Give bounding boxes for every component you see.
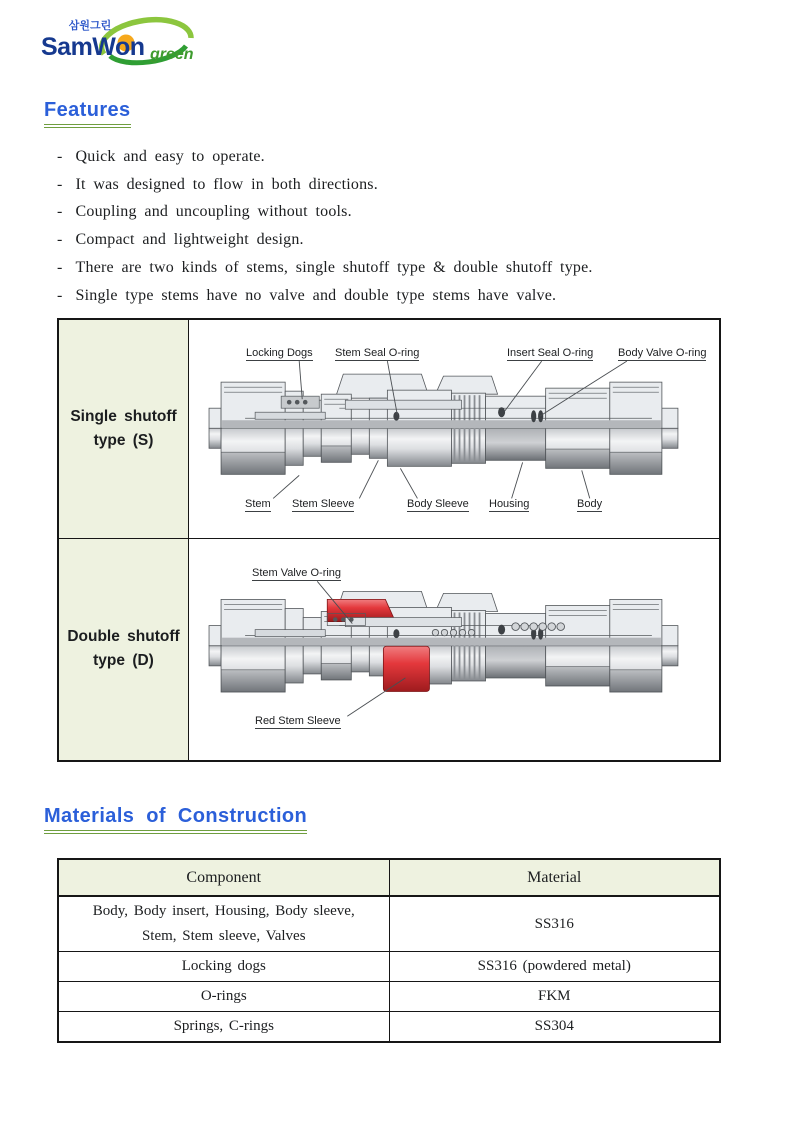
logo-green-text: green xyxy=(150,46,194,63)
feature-item xyxy=(57,143,757,171)
feature-text: Coupling and uncoupling without tools. xyxy=(75,203,352,221)
feature-text: Single type stems have no valve and double type stems have valve. xyxy=(75,286,557,304)
feature-item xyxy=(57,282,757,310)
bullet-dash: - xyxy=(57,286,63,304)
single-shutoff-diagram xyxy=(189,320,719,538)
table-row xyxy=(58,952,720,982)
feature-item xyxy=(57,254,757,282)
bullet-dash: - xyxy=(57,148,63,165)
label-locking-dogs: Locking Dogs xyxy=(246,347,313,359)
diagram-row-double xyxy=(59,539,719,761)
type-cell-double xyxy=(59,539,189,761)
features-heading: Features xyxy=(44,99,131,128)
label-body-valve-oring: Body Valve O-ring xyxy=(618,347,707,359)
materials-table xyxy=(57,858,721,1043)
cell-material: SS316 (powdered metal) xyxy=(389,952,720,982)
cell-component: O-rings xyxy=(58,982,389,1012)
table-row xyxy=(58,1012,720,1042)
bullet-dash: - xyxy=(57,203,63,221)
table-header-material: Material xyxy=(389,859,720,896)
table-row xyxy=(58,896,720,952)
type-label-line: type (S) xyxy=(93,431,154,449)
diagram-row-single xyxy=(59,320,719,539)
table-header-component: Component xyxy=(58,859,389,896)
table-row xyxy=(58,982,720,1012)
bullet-dash: - xyxy=(57,258,63,276)
feature-text: It was designed to flow in both directions. xyxy=(75,175,378,193)
type-label-line: Double shutoff xyxy=(67,628,180,646)
company-logo xyxy=(40,12,196,72)
materials-heading: Materials of Construction xyxy=(44,805,307,834)
cell-material: FKM xyxy=(389,982,720,1012)
double-shutoff-diagram xyxy=(189,539,719,761)
feature-text: There are two kinds of stems, single shutoff type & double shutoff type. xyxy=(75,258,593,276)
cell-material: SS316 xyxy=(389,896,720,952)
cell-component: Body, Body insert, Housing, Body sleeve, Stem, Stem sleeve, Valves xyxy=(58,896,389,952)
type-label-line: Single shutoff xyxy=(70,407,177,425)
label-stem-sleeve: Stem Sleeve xyxy=(292,498,355,510)
label-body-sleeve: Body Sleeve xyxy=(407,498,469,510)
label-red-stem-sleeve: Red Stem Sleeve xyxy=(255,714,341,727)
logo-name-text: SamWon xyxy=(41,33,145,61)
feature-item xyxy=(57,198,757,226)
feature-text: Quick and easy to operate. xyxy=(75,148,265,165)
feature-item xyxy=(57,226,757,254)
diagram-table xyxy=(57,318,721,762)
bullet-dash: - xyxy=(57,231,63,249)
label-stem-valve-oring: Stem Valve O-ring xyxy=(252,566,342,579)
cell-component: Locking dogs xyxy=(58,952,389,982)
label-housing: Housing xyxy=(489,498,530,510)
cell-component: Springs, C-rings xyxy=(58,1012,389,1042)
label-stem-seal-oring: Stem Seal O-ring xyxy=(335,347,420,359)
label-body: Body xyxy=(577,498,603,510)
feature-item xyxy=(57,171,757,199)
bullet-dash: - xyxy=(57,175,63,193)
logo-korean-text: 삼원그린 xyxy=(68,20,112,32)
type-cell-single xyxy=(59,320,189,538)
feature-text: Compact and lightweight design. xyxy=(75,231,304,249)
cell-material: SS304 xyxy=(389,1012,720,1042)
type-label-line: type (D) xyxy=(93,652,154,670)
features-list xyxy=(57,143,757,309)
label-stem: Stem xyxy=(245,498,271,510)
label-insert-seal-oring: Insert Seal O-ring xyxy=(507,347,594,359)
table-header-row xyxy=(58,859,720,896)
